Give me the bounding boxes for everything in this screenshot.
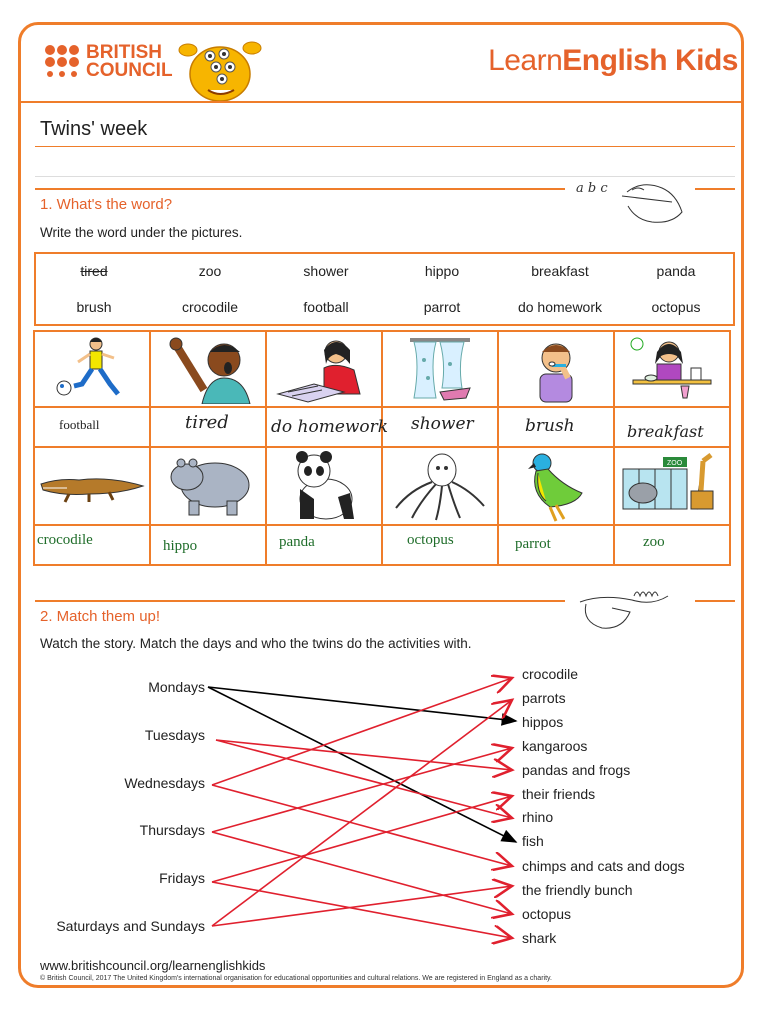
word-bank-item: parrot	[423, 299, 461, 315]
activity-label: chimps and cats and dogs	[522, 858, 685, 874]
section2-instruction: Watch the story. Match the days and who the twins do the activities with.	[40, 636, 472, 651]
activity-label: the friendly bunch	[522, 882, 633, 898]
activity-label: their friends	[522, 786, 596, 802]
word-bank-item: zoo	[198, 263, 222, 279]
day-label: Wednesdays	[124, 775, 205, 791]
match-line-wednesdays-crocodile	[212, 678, 512, 785]
footer-copyright: © British Council, 2017 The United Kingdom's international organisation for educational opportunities and cultural relations. We are registered in England as a charity.	[40, 975, 552, 982]
section1-instruction: Write the word under the pictures.	[40, 225, 243, 240]
brand-name: BRITISH COUNCIL	[86, 42, 173, 81]
learnenglish-kids-logo: LearnEnglish Kids	[488, 44, 738, 77]
activity-label: rhino	[522, 809, 554, 825]
word-bank-item: panda	[656, 263, 696, 279]
word-bank-item: breakfast	[531, 263, 589, 279]
answer-text: hippo	[163, 538, 198, 554]
match-line-fridays-shark	[212, 882, 512, 938]
activity-label: shark	[522, 930, 557, 946]
day-label: Fridays	[159, 870, 205, 886]
answer-text: do homework	[271, 417, 389, 437]
match-line-mondays-hippos	[208, 687, 516, 721]
word-bank-item: octopus	[651, 299, 701, 315]
answer-text: octopus	[407, 532, 454, 548]
answer-text: panda	[279, 534, 315, 550]
activity-label: hippos	[522, 714, 564, 730]
word-bank-item: tired	[80, 263, 108, 279]
answer-text: football	[59, 417, 100, 432]
day-label: Thursdays	[139, 822, 205, 838]
answer-text: shower	[411, 414, 474, 434]
footer-url: www.britishcouncil.org/learnenglishkids	[40, 958, 266, 973]
day-label: Tuesdays	[144, 727, 205, 743]
word-bank-item: shower	[303, 263, 349, 279]
svg-text:ZOO: ZOO	[667, 460, 683, 467]
match-line-mondays-fish	[208, 687, 516, 842]
answer-text: brush	[525, 416, 575, 436]
activity-label: parrots	[522, 690, 566, 706]
word-bank-item: hippo	[424, 263, 460, 279]
match-line-wednesdays-chimps	[212, 785, 512, 866]
section2-title: 2. Match them up!	[40, 608, 161, 625]
match-line-fridays-friends	[212, 796, 512, 882]
word-bank-item: football	[303, 299, 349, 315]
answer-text: zoo	[643, 534, 665, 550]
activity-label: kangaroos	[522, 738, 588, 754]
answer-text: tired	[185, 412, 229, 433]
match-line-thursdays-kangaroos	[212, 748, 512, 832]
day-label: Mondays	[148, 679, 205, 695]
section1-title: 1. What's the word?	[40, 196, 173, 213]
activity-label: crocodile	[522, 666, 579, 682]
page-title: Twins' week	[40, 118, 148, 140]
answer-text: crocodile	[37, 532, 93, 548]
word-bank-item: crocodile	[181, 299, 239, 315]
answer-text: parrot	[515, 536, 551, 552]
activity-label: fish	[522, 833, 544, 849]
match-line-thursdays-octopus	[212, 832, 512, 914]
activity-label: pandas and frogs	[522, 762, 631, 778]
word-bank-item: do homework	[517, 299, 603, 315]
day-label: Saturdays and Sundays	[56, 918, 205, 934]
match-line-tuesdays-rhino	[216, 740, 512, 818]
word-bank-item: brush	[76, 299, 112, 315]
abc-text: a b c	[576, 181, 608, 196]
answer-text: breakfast	[627, 422, 704, 441]
activity-label: octopus	[522, 906, 572, 922]
